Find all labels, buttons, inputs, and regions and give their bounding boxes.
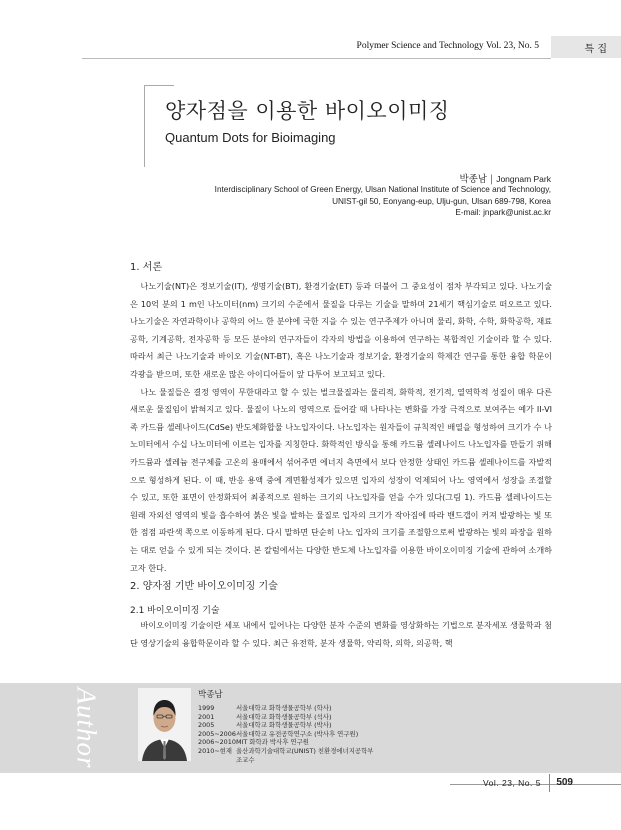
section-heading-2: 2. 양자점 기반 바이오이미징 기술: [130, 581, 278, 592]
career-desc: 서울대학교 유전공학연구소 (박사후 연구원): [236, 729, 359, 738]
section-tab-label: 특 집: [584, 44, 607, 55]
career-row: [198, 721, 373, 730]
career-year: 1999: [198, 704, 215, 712]
career-row: [198, 704, 373, 713]
footer-separator: [549, 774, 550, 792]
article-title-korean: 양자점을 이용한 바이오이미징: [165, 99, 450, 123]
affiliation-line: UNIST-gil 50, Eonyang-eup, Ulju-gun, Ulsan 689-798, Korea: [332, 196, 551, 206]
author-name-english: Jongnam Park: [496, 174, 551, 184]
author-name-korean: 박종남: [459, 174, 487, 185]
career-year: [198, 756, 236, 765]
section-heading-intro: 1. 서론: [130, 262, 163, 273]
paragraph: 바이오이미징 기술이란 세포 내에서 일어나는 다양한 분자 수준의 변화를 영상화하는 기법으로 분자세포 생물학과 첨단 영상기술의 융합학문이라 할 수 있다. 최근 유전학, 분자 생물학, 약리학, 의학, 의공학, 핵: [130, 620, 552, 648]
career-desc: 조교수: [236, 755, 255, 764]
intro-body: [130, 278, 552, 577]
author-box-side: [0, 683, 130, 773]
title-frame-vertical: [144, 85, 145, 167]
author-career-table: [198, 704, 373, 764]
career-year: 2001: [198, 712, 215, 721]
career-row: [198, 713, 373, 722]
career-year: 2010~현재: [198, 746, 232, 755]
affiliation-email: E-mail: jnpark@unist.ac.kr: [455, 208, 551, 217]
career-desc: 서울대학교 화학생물공학부 (학사): [236, 704, 332, 712]
career-desc: 울산과학기술대학교(UNIST) 친환경에너지공학부: [236, 746, 374, 755]
career-desc: 서울대학교 화학생물공학부 (박사): [236, 721, 332, 730]
author-side-label: Author: [71, 687, 102, 769]
affiliation-line: Interdisciplinary School of Green Energy, Ulsan National Institute of Science and Technology,: [214, 185, 551, 194]
article-title-english: Quantum Dots for Bioimaging: [165, 130, 336, 145]
footer-volume: Vol. 23, No. 5: [482, 778, 541, 788]
subsection-heading-2-1: 2.1 바이오이미징 기술: [130, 606, 220, 616]
title-frame-horizontal: [144, 85, 174, 86]
author-byline: [459, 171, 551, 185]
journal-header: Polymer Science and Technology Vol. 23, No. 5: [356, 41, 539, 51]
author-affiliation: [121, 184, 551, 219]
career-row: [198, 747, 373, 756]
career-year: 2005~2006: [198, 729, 236, 738]
career-desc: MIT 화학과 박사후 연구원: [236, 738, 309, 747]
paragraph: 나노 물질들은 결정 영역이 무한대라고 할 수 있는 벌크물질과는 물리적, 화학적, 전기적, 열역학적 성질이 매우 다른 새로운 물질임이 밝혀지고 있다. 물질이 나노의 영역으로 들어갈 때 나타나는 변화를 가장 극적으로 보여주는 예가 II-VI 족 카드뮴 셀레나이드(CdSe) 반도체화합물 나노입자이다. 나노입자는 원자들이 규칙적인 배열을 형성하여 크기가 수 나노미터에서 수십 나노미터에 이르는 입자를 지칭한다. 화학적인 방식을 통해 카드뮴 셀레나이드 나노입자를 만들기 위해 카드뮴과 셀레늄 전구체를 고온의 용매에서 섞어주면 에너지 측면에서 보다 안정한 상태인 카드뮴 셀레나이드를 자발적으로 형성하게 된다. 이 때, 반응 용액 중에 계면활성제가 있으면 입자의 성장이 억제되어 나노 영역에서 성장을 조절할 수 있고, 또한 표면이 안정화되어 최종적으로 원하는 크기의 나노입자를 얻을 수가 있다(그림 1). 카드뮴 셀레나이드는 원래 자외선 영역의 빛을 흡수하여 붉은 빛을 발하는 물질로 입자의 크기가 작아짐에 따라 밴드갭이 커져 발광하는 빛 또한 점점 파란색 쪽으로 이동하게 된다. 다시 말하면 단순히 나노 입자의 크기를 조절함으로써 발광하는 빛의 파장을 원하는 대로 얻을 수 있게 되는 것이다. 본 칼럼에서는 다양한 반도체 나노입자를 이용한 바이오이미징 기술에 관하여 소개하고자 한다.: [130, 386, 552, 573]
author-photo: [138, 688, 191, 761]
career-row: [198, 756, 373, 765]
career-desc: 서울대학교 화학생물공학부 (석사): [236, 712, 332, 721]
author-separator: |: [489, 174, 494, 185]
career-year: 2005: [198, 721, 215, 730]
career-year: 2006~2010: [198, 738, 236, 747]
page-number: 509: [556, 777, 573, 788]
career-row: [198, 738, 373, 747]
header-rule: [82, 58, 551, 59]
paragraph: 나노기술(NT)은 정보기술(IT), 생명기술(BT), 환경기술(ET) 등과 더불어 그 중요성이 점차 부각되고 있다. 나노기술은 10억 분의 1 m인 나노미터(nm) 크기의 수준에서 물질을 다루는 기술을 말하며 21세기 핵심기술로 떠오르고 있다. 나노기술은 자연과학이나 공학의 어느 한 분야에 국한 지을 수 있는 연구주제가 아니며 물리, 화학, 수학, 화학공학, 재료공학, 기계공학, 전자공학 등 모든 분야의 연구자들이 각자의 방법을 이용하여 연구하는 복합적인 기술이라 할 수 있다. 따라서 최근 나노기술과 바이오 기술(NT-BT), 혹은 나노기술과 정보기술, 환경기술의 학제간 연구를 통한 융합 학문이 각광을 받으며, 또한 새로운 많은 아이디어들이 앞 다투어 보고되고 있다.: [130, 281, 552, 379]
author-portrait-icon: [138, 688, 191, 761]
author-box-name: 박종남: [198, 690, 223, 700]
section-2-1-body: [130, 617, 552, 652]
